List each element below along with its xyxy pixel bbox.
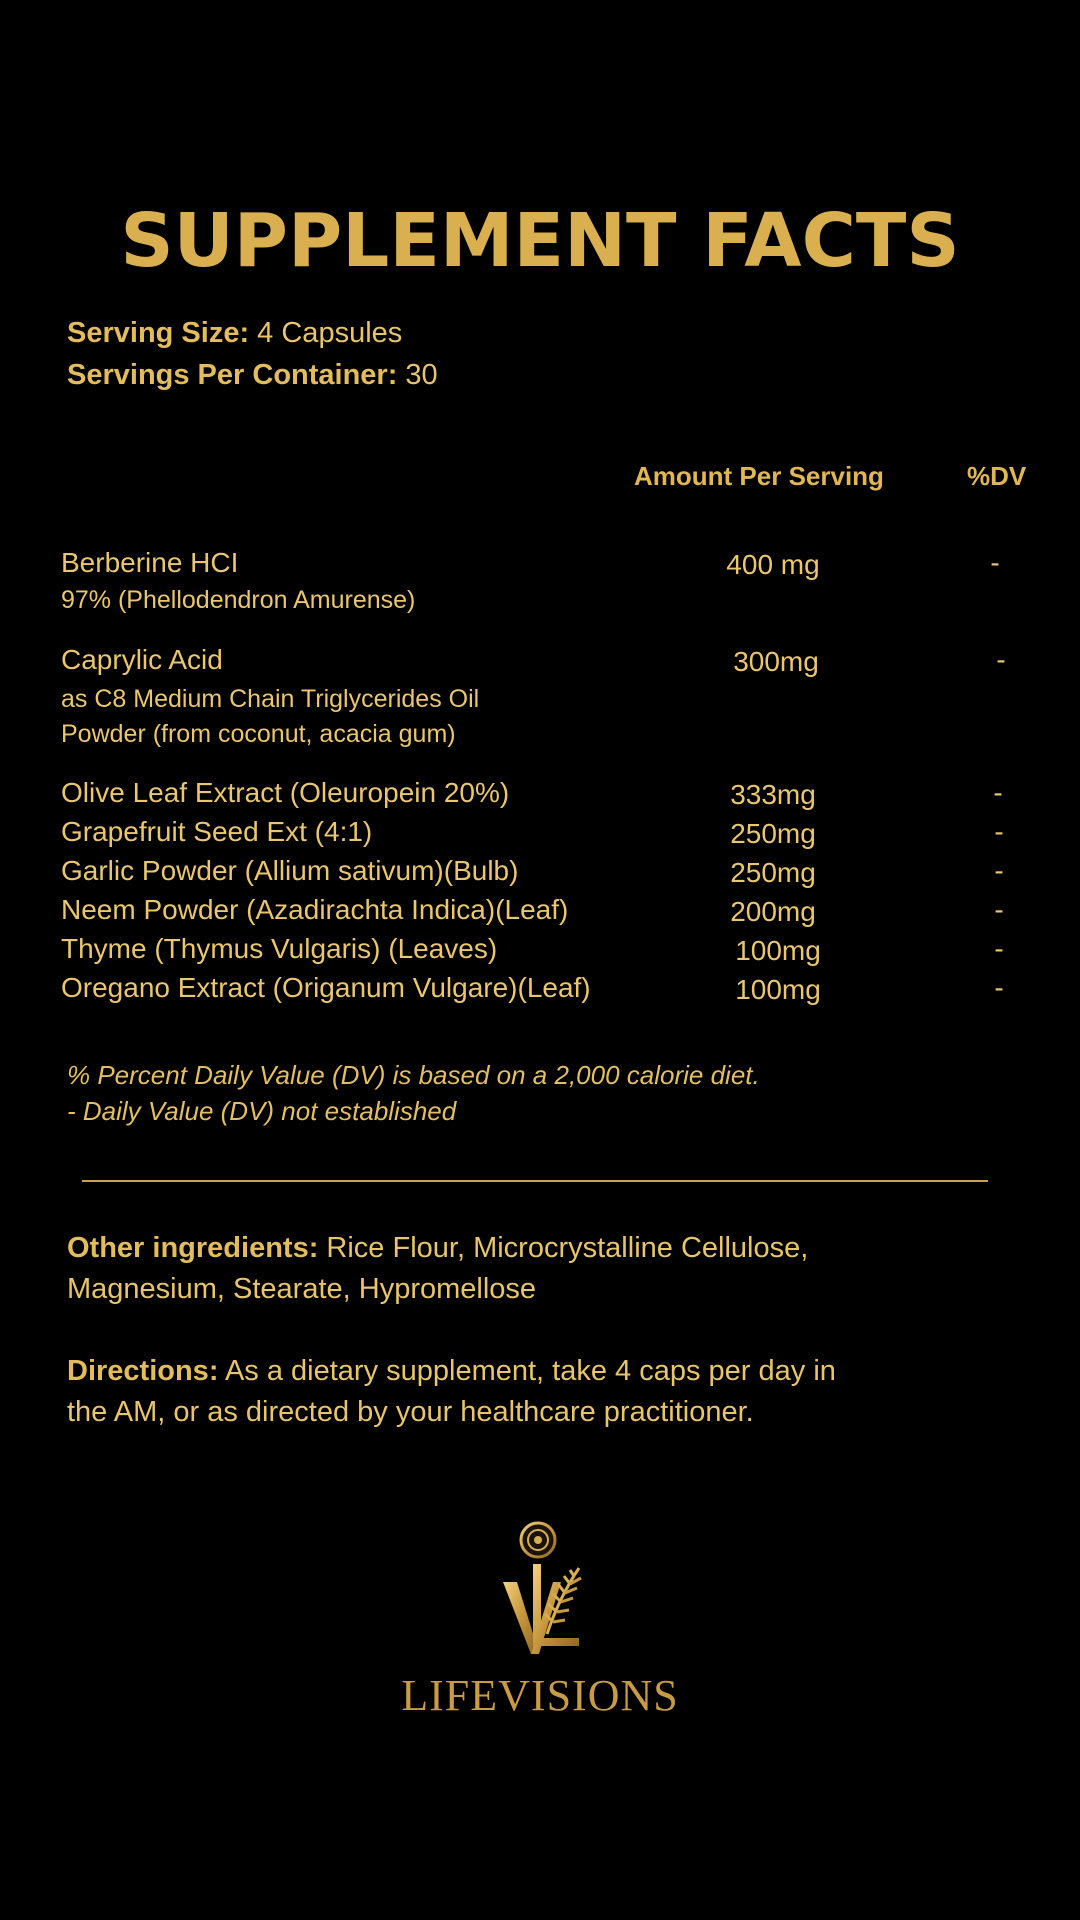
- dv-not-established-note: - Daily Value (DV) not established: [67, 1096, 457, 1126]
- serving-size-label: Serving Size:: [67, 317, 250, 349]
- other-ingredients: [67, 1228, 997, 1310]
- ingredient-dv: -: [994, 933, 1004, 964]
- ingredient-name: Thyme (Thymus Vulgaris) (Leaves): [61, 933, 498, 964]
- ingredient-amount: 300mg: [733, 646, 819, 677]
- serving-size: [67, 312, 438, 354]
- ingredient-row: [61, 641, 1041, 748]
- ingredient-detail: as C8 Medium Chain Triglycerides Oil: [61, 685, 480, 713]
- directions-label: Directions:: [67, 1355, 219, 1387]
- servings-per-container: [67, 354, 438, 396]
- ingredient-dv: -: [994, 816, 1004, 847]
- ingredient-amount: 333mg: [730, 779, 816, 810]
- ingredient-dv: -: [994, 894, 1004, 925]
- amount-column-header: Amount Per Serving: [634, 461, 884, 491]
- ingredient-name: Garlic Powder (Allium sativum)(Bulb): [61, 855, 519, 886]
- ingredient-row: [61, 930, 1041, 968]
- ingredient-row: [61, 774, 1041, 812]
- other-ingredients-label: Other ingredients:: [67, 1232, 319, 1264]
- ingredient-dv: -: [993, 777, 1003, 808]
- directions-line-1: [67, 1351, 997, 1392]
- ingredient-name: Berberine HCI: [61, 547, 239, 578]
- ingredient-amount: 200mg: [730, 896, 816, 927]
- ingredient-row: [61, 544, 1041, 614]
- ingredient-row: [61, 813, 1041, 851]
- directions-text: As a dietary supplement, take 4 caps per day in: [218, 1355, 836, 1387]
- dv-column-header: %DV: [967, 461, 1027, 491]
- ingredient-dv: -: [994, 972, 1004, 1003]
- brand-name: LIFEVISIONS: [401, 1671, 679, 1720]
- servings-per-container-label: Servings Per Container:: [67, 359, 398, 391]
- directions-line-2: the AM, or as directed by your healthcare practitioner.: [67, 1396, 754, 1428]
- ingredient-amount: 400 mg: [726, 549, 820, 580]
- dv-footnote: % Percent Daily Value (DV) is based on a 2,000 calorie diet.: [67, 1060, 760, 1090]
- ingredient-name: Neem Powder (Azadirachta Indica)(Leaf): [61, 894, 569, 925]
- other-ingredients-line-2: Magnesium, Stearate, Hypromellose: [67, 1273, 537, 1305]
- serving-size-value: 4 Capsules: [249, 317, 403, 349]
- ingredient-name: Caprylic Acid: [61, 644, 223, 675]
- ingredient-detail: Powder (from coconut, acacia gum): [61, 720, 456, 748]
- page-title: SUPPLEMENT FACTS: [120, 198, 960, 284]
- section-divider: [82, 1180, 988, 1182]
- ingredient-amount: 250mg: [730, 857, 816, 888]
- other-ingredients-text: Rice Flour, Microcrystalline Cellulose,: [318, 1232, 809, 1264]
- other-ingredients-line-1: [67, 1228, 997, 1269]
- ingredient-amount: 100mg: [735, 974, 821, 1005]
- servings-per-container-value: 30: [397, 359, 438, 391]
- ingredient-row: [61, 891, 1041, 929]
- ingredient-dv: -: [996, 644, 1006, 675]
- ingredient-row: [61, 852, 1041, 890]
- serving-info: [67, 312, 438, 396]
- ingredient-amount: 250mg: [730, 818, 816, 849]
- ingredient-dv: -: [994, 855, 1004, 886]
- ingredient-amount: 100mg: [735, 935, 821, 966]
- ingredient-detail: 97% (Phellodendron Amurense): [61, 586, 416, 614]
- lv-fern-logo-icon: [495, 1518, 590, 1663]
- ingredient-name: Olive Leaf Extract (Oleuropein 20%): [61, 777, 510, 808]
- ingredient-name: Oregano Extract (Origanum Vulgare)(Leaf): [61, 972, 591, 1003]
- ingredient-row: [61, 969, 1041, 1007]
- directions: [67, 1351, 997, 1433]
- ingredient-name: Grapefruit Seed Ext (4:1): [61, 816, 373, 847]
- ingredient-dv: -: [990, 547, 1000, 578]
